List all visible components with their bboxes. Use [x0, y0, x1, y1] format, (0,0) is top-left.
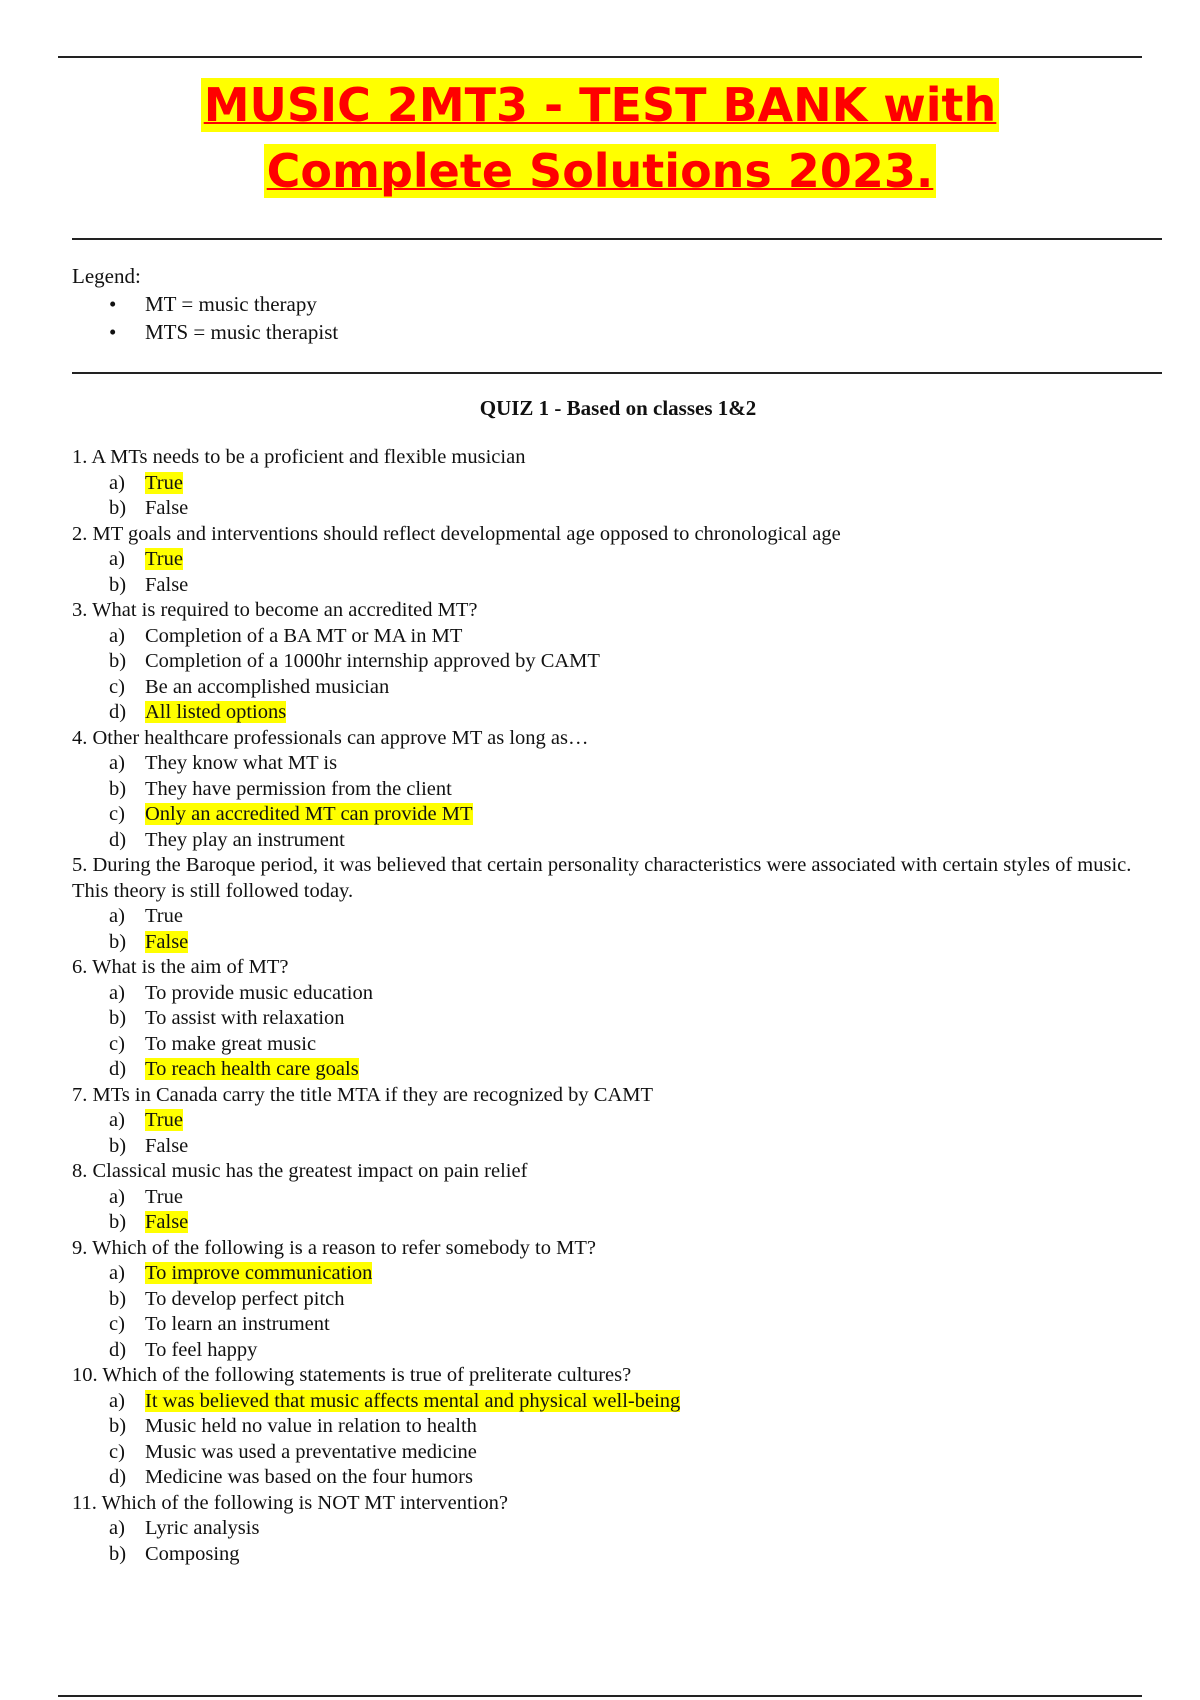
option-letter: c): [109, 1313, 125, 1335]
option-text: To assist with relaxation: [145, 1007, 345, 1029]
question-text: 4. Other healthcare professionals can approve MT as long as…: [72, 726, 589, 749]
option-text: Completion of a BA MT or MA in MT: [145, 624, 463, 647]
option-letter: b): [109, 930, 127, 953]
option-letter: c): [109, 1440, 125, 1463]
option-letter: a): [109, 1185, 125, 1208]
option-text: Music held no value in relation to health: [145, 1415, 477, 1437]
option-letter: d): [109, 1466, 127, 1488]
option-text: True: [145, 1185, 183, 1208]
answer-option: [72, 1134, 1162, 1160]
question: [72, 522, 1162, 599]
answer-options: [72, 547, 1162, 598]
answer-option: [72, 1057, 1162, 1083]
option-text: False: [145, 1134, 189, 1157]
title-line-2: Complete Solutions 2023.: [264, 144, 937, 198]
option-text: Medicine was based on the four humors: [145, 1466, 473, 1488]
answer-option: [72, 624, 1162, 650]
answer-option: [72, 1261, 1162, 1287]
option-text: True: [145, 905, 183, 927]
option-letter: a): [109, 752, 125, 774]
option-letter: c): [109, 675, 125, 698]
document-title: [0, 72, 1200, 204]
option-text: Completion of a 1000hr internship approved by CAMT: [145, 650, 600, 672]
correct-answer-text: True: [145, 1109, 183, 1131]
correct-answer-text: Only an accredited MT can provide MT: [145, 803, 473, 825]
answer-option: [72, 547, 1162, 573]
option-letter: a): [109, 624, 125, 647]
correct-answer-text: False: [145, 1211, 189, 1233]
answer-options: [72, 471, 1162, 522]
quiz-title: QUIZ 1 - Based on classes 1&2: [479, 396, 757, 420]
option-text: To make great music: [145, 1032, 317, 1055]
option-letter: c): [109, 1032, 125, 1055]
option-letter: a): [109, 548, 125, 570]
question-text: 6. What is the aim of MT?: [72, 956, 289, 978]
question: [72, 853, 1162, 955]
answer-option: [72, 751, 1162, 777]
option-text: To provide music education: [145, 981, 373, 1004]
option-letter: a): [109, 1262, 125, 1284]
question-text: 9. Which of the following is a reason to refer somebody to MT?: [72, 1236, 596, 1259]
option-letter: a): [109, 1517, 125, 1539]
option-letter: b): [109, 1211, 127, 1233]
option-text: They have permission from the client: [145, 777, 452, 800]
question-text: 2. MT goals and interventions should reflect developmental age opposed to chronological age: [72, 522, 841, 545]
answer-option: [72, 904, 1162, 930]
answer-options: [72, 1261, 1162, 1363]
question-text: 5. During the Baroque period, it was believed that certain personality characteristics were associated with certain styles of music. This theory is still followed today.: [72, 854, 1132, 902]
answer-option: [72, 1210, 1162, 1236]
answer-options: [72, 1389, 1162, 1491]
option-letter: d): [109, 701, 127, 723]
option-letter: a): [109, 905, 125, 927]
answer-options: [72, 981, 1162, 1083]
correct-answer-text: To reach health care goals: [145, 1058, 359, 1080]
correct-answer-text: To improve communication: [145, 1262, 373, 1284]
question-text: 8. Classical music has the greatest impact on pain relief: [72, 1160, 528, 1182]
question: [72, 598, 1162, 726]
question-text: 10. Which of the following statements is true of preliterate cultures?: [72, 1364, 632, 1386]
question: [72, 1363, 1162, 1491]
question-text: 11. Which of the following is NOT MT intervention?: [72, 1491, 508, 1514]
option-letter: b): [109, 573, 127, 596]
answer-option: [72, 1414, 1162, 1440]
answer-option: [72, 802, 1162, 828]
option-text: Composing: [145, 1542, 240, 1565]
question-text: 3. What is required to become an accredited MT?: [72, 599, 478, 621]
answer-options: [72, 624, 1162, 726]
option-letter: b): [109, 1542, 127, 1565]
correct-answer-text: True: [145, 548, 183, 570]
option-letter: b): [109, 1415, 127, 1437]
bottom-rule: [58, 1695, 1142, 1697]
answer-options: [72, 1516, 1162, 1567]
title-line-1: MUSIC 2MT3 - TEST BANK with: [201, 78, 1000, 132]
answer-option: [72, 1006, 1162, 1032]
option-letter: b): [109, 1134, 127, 1157]
option-letter: a): [109, 1389, 125, 1412]
correct-answer-text: False: [145, 930, 189, 953]
option-letter: a): [109, 1109, 125, 1131]
legend: [72, 262, 338, 346]
question: [72, 445, 1162, 522]
option-text: Music was used a preventative medicine: [145, 1440, 477, 1463]
option-text: To develop perfect pitch: [145, 1287, 345, 1310]
legend-item: • MT = music therapy: [72, 290, 338, 318]
option-letter: c): [109, 803, 125, 825]
option-letter: d): [109, 1058, 127, 1080]
answer-option: [72, 649, 1162, 675]
question-list: [72, 445, 1162, 1567]
answer-option: [72, 700, 1162, 726]
option-text: They know what MT is: [145, 752, 338, 774]
option-text: They play an instrument: [145, 828, 345, 851]
question: [72, 726, 1162, 854]
option-letter: d): [109, 1338, 127, 1361]
answer-option: [72, 1516, 1162, 1542]
option-text: To feel happy: [145, 1338, 258, 1361]
option-letter: b): [109, 1007, 127, 1029]
option-letter: a): [109, 471, 125, 494]
answer-options: [72, 904, 1162, 955]
option-letter: a): [109, 981, 125, 1004]
answer-option: [72, 1185, 1162, 1211]
legend-list: [72, 290, 338, 346]
correct-answer-text: It was believed that music affects mental and physical well-being: [145, 1389, 681, 1412]
answer-option: [72, 1312, 1162, 1338]
question: [72, 1236, 1162, 1364]
legend-heading: Legend:: [72, 264, 141, 288]
answer-option: [72, 1032, 1162, 1058]
answer-option: [72, 496, 1162, 522]
option-letter: d): [109, 828, 127, 851]
answer-options: [72, 1108, 1162, 1159]
answer-option: [72, 1440, 1162, 1466]
question: [72, 1159, 1162, 1236]
divider-after-legend: [72, 372, 1162, 374]
question: [72, 1491, 1162, 1568]
answer-option: [72, 1287, 1162, 1313]
answer-option: [72, 1108, 1162, 1134]
answer-option: [72, 930, 1162, 956]
question-text: 7. MTs in Canada carry the title MTA if they are recognized by CAMT: [72, 1083, 654, 1106]
option-letter: b): [109, 650, 127, 672]
divider-after-title: [72, 238, 1162, 240]
question: [72, 955, 1162, 1083]
option-text: Be an accomplished musician: [145, 675, 390, 698]
correct-answer-text: True: [145, 471, 183, 494]
legend-item: • MTS = music therapist: [72, 318, 338, 346]
option-text: False: [145, 497, 189, 519]
answer-option: [72, 1465, 1162, 1491]
top-rule: [58, 56, 1142, 58]
answer-option: [72, 828, 1162, 854]
question: [72, 1083, 1162, 1160]
option-letter: b): [109, 1287, 127, 1310]
answer-options: [72, 751, 1162, 853]
option-letter: b): [109, 777, 127, 800]
answer-option: [72, 1389, 1162, 1415]
option-text: Lyric analysis: [145, 1517, 260, 1539]
answer-options: [72, 1185, 1162, 1236]
answer-option: [72, 675, 1162, 701]
answer-option: [72, 1542, 1162, 1568]
answer-option: [72, 981, 1162, 1007]
answer-option: [72, 573, 1162, 599]
answer-option: [72, 777, 1162, 803]
question-text: 1. A MTs needs to be a proficient and flexible musician: [72, 446, 526, 468]
option-letter: b): [109, 497, 127, 519]
answer-option: [72, 1338, 1162, 1364]
option-text: False: [145, 573, 189, 596]
correct-answer-text: All listed options: [145, 701, 287, 723]
option-text: To learn an instrument: [145, 1313, 330, 1335]
answer-option: [72, 471, 1162, 497]
